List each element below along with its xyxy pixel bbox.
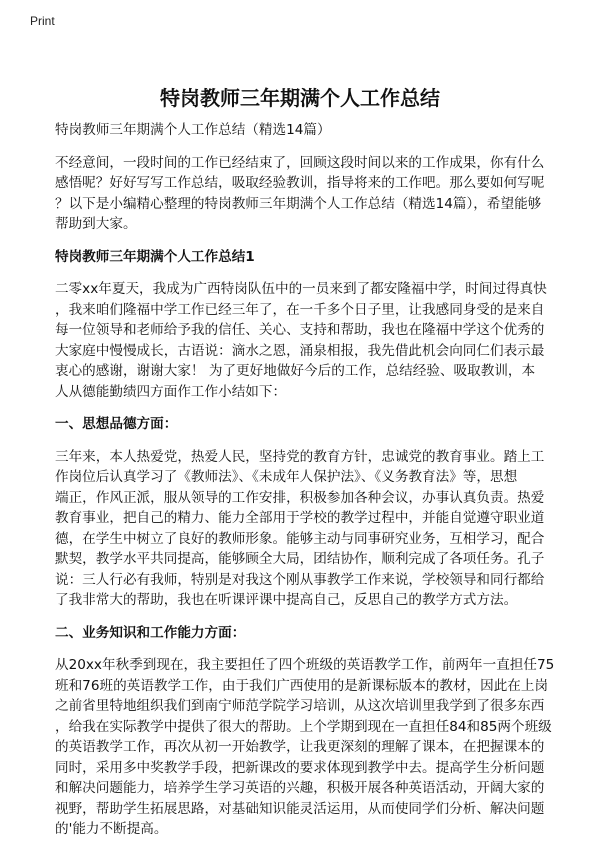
subtitle: 特岗教师三年期满个人工作总结（精选14篇）	[55, 122, 331, 138]
text-line: ，给我在实际教学中提供了很大的帮助。上个学期到现在一直担任84和85两个班级	[55, 718, 552, 735]
text-line: 感悟呢？好好写写工作总结，吸取经验教训，指导将来的工作吧。那么要如何写呢	[55, 175, 545, 191]
text-line: 二零xx年夏天，我成为广西特岗队伍中的一员来到了都安隆福中学，时间过得真快	[55, 281, 547, 297]
text-line: 不经意间，一段时间的工作已经结束了，回顾这段时间以来的工作成果，你有什么	[55, 154, 545, 171]
section-heading: 一、思想品德方面：	[55, 416, 178, 432]
text-line: 三年来，本人热爱党，热爱人民，坚持党的教育方针，忠诚党的教育事业。踏上工	[55, 448, 545, 465]
text-line: 默契，教学水平共同提高，能够顾全大局，团结协作，顺利完成了各项任务。孔子	[55, 551, 545, 567]
text-line: 和解决问题能力，培养学生学习英语的兴趣，积极开展各种英语活动，开阔大家的	[55, 780, 545, 796]
text-line: 了我非常大的帮助，我也在听课评课中提高自己，反思自己的教学方式方法。	[55, 592, 518, 608]
text-line: 的'能力不断提高。	[55, 821, 168, 837]
text-line: 端正，作风正派，服从领导的工作安排，积极参加各种会议，办事认真负责。热爱	[55, 489, 545, 506]
paragraph	[55, 279, 555, 402]
text-line: 衷心的感谢，谢谢大家！ 为了更好地做好今后的工作，总结经验、吸取教训，本	[55, 363, 536, 379]
text-line: 视野，帮助学生拓展思路，对基础知识能灵活运用，从而使同学们分析、解决问题	[55, 800, 545, 817]
section-heading: 二、业务知识和工作能力方面：	[55, 624, 246, 641]
text-line: 班和76班的英语教学工作，由于我们广西使用的是新课标版本的教材，因此在上岗	[55, 677, 549, 694]
text-line: 从20xx年秋季到现在，我主要担任了四个班级的英语教学工作，前两年一直担任75	[55, 657, 555, 673]
page-title: 特岗教师三年期满个人工作总结	[160, 86, 440, 110]
text-line: 大家庭中慢慢成长，古语说：滴水之恩，涌泉相报，我先借此机会向同仁们表示最	[55, 342, 545, 359]
text-line: 作岗位后认真学习了《教师法》、《未成年人保护法》、《义务教育法》等，思想	[55, 469, 518, 485]
text-line: 的英语教学工作，再次从初一开始教学，让我更深刻的理解了课本，在把握课本的	[55, 739, 545, 755]
text-line: 人从德能勤绩四方面作工作小结如下：	[55, 383, 287, 400]
text-line: 帮助到大家。	[55, 216, 137, 232]
text-line: ？以下是小编精心整理的特岗教师三年期满个人工作总结（精选14篇），希望能够	[55, 195, 542, 212]
text-line: ，我来咱们隆福中学工作已经三年了，在一千多个日子里，让我感同身受的是来自	[55, 301, 545, 318]
text-line: 说：三人行必有我师，特别是对我这个刚从事教学工作来说，学校领导和同行都给	[55, 571, 545, 588]
intro-paragraph	[55, 153, 555, 235]
text-line: 同时，采用多中奖教学手段，把新课改的要求体现到教学中去。提高学生分析问题	[55, 759, 545, 776]
paragraph	[55, 447, 555, 611]
section-heading: 特岗教师三年期满个人工作总结1	[55, 248, 255, 265]
text-line: 教育事业，把自己的精力、能力全部用于学校的教学过程中，并能自觉遵守职业道	[55, 510, 545, 526]
text-line: 德，在学生中树立了良好的教师形象。能够主动与同事研究业务，互相学习，配合	[55, 530, 545, 547]
print-link[interactable]: Print	[30, 14, 55, 28]
document-body	[55, 120, 555, 852]
text-line: 之前省里特地组织我们到南宁师范学院学习培训，从这次培训里我学到了很多东西	[55, 698, 545, 714]
text-line: 每一位领导和老师给予我的信任、关心、支持和帮助，我也在隆福中学这个优秀的	[55, 322, 545, 338]
paragraph	[55, 655, 555, 840]
